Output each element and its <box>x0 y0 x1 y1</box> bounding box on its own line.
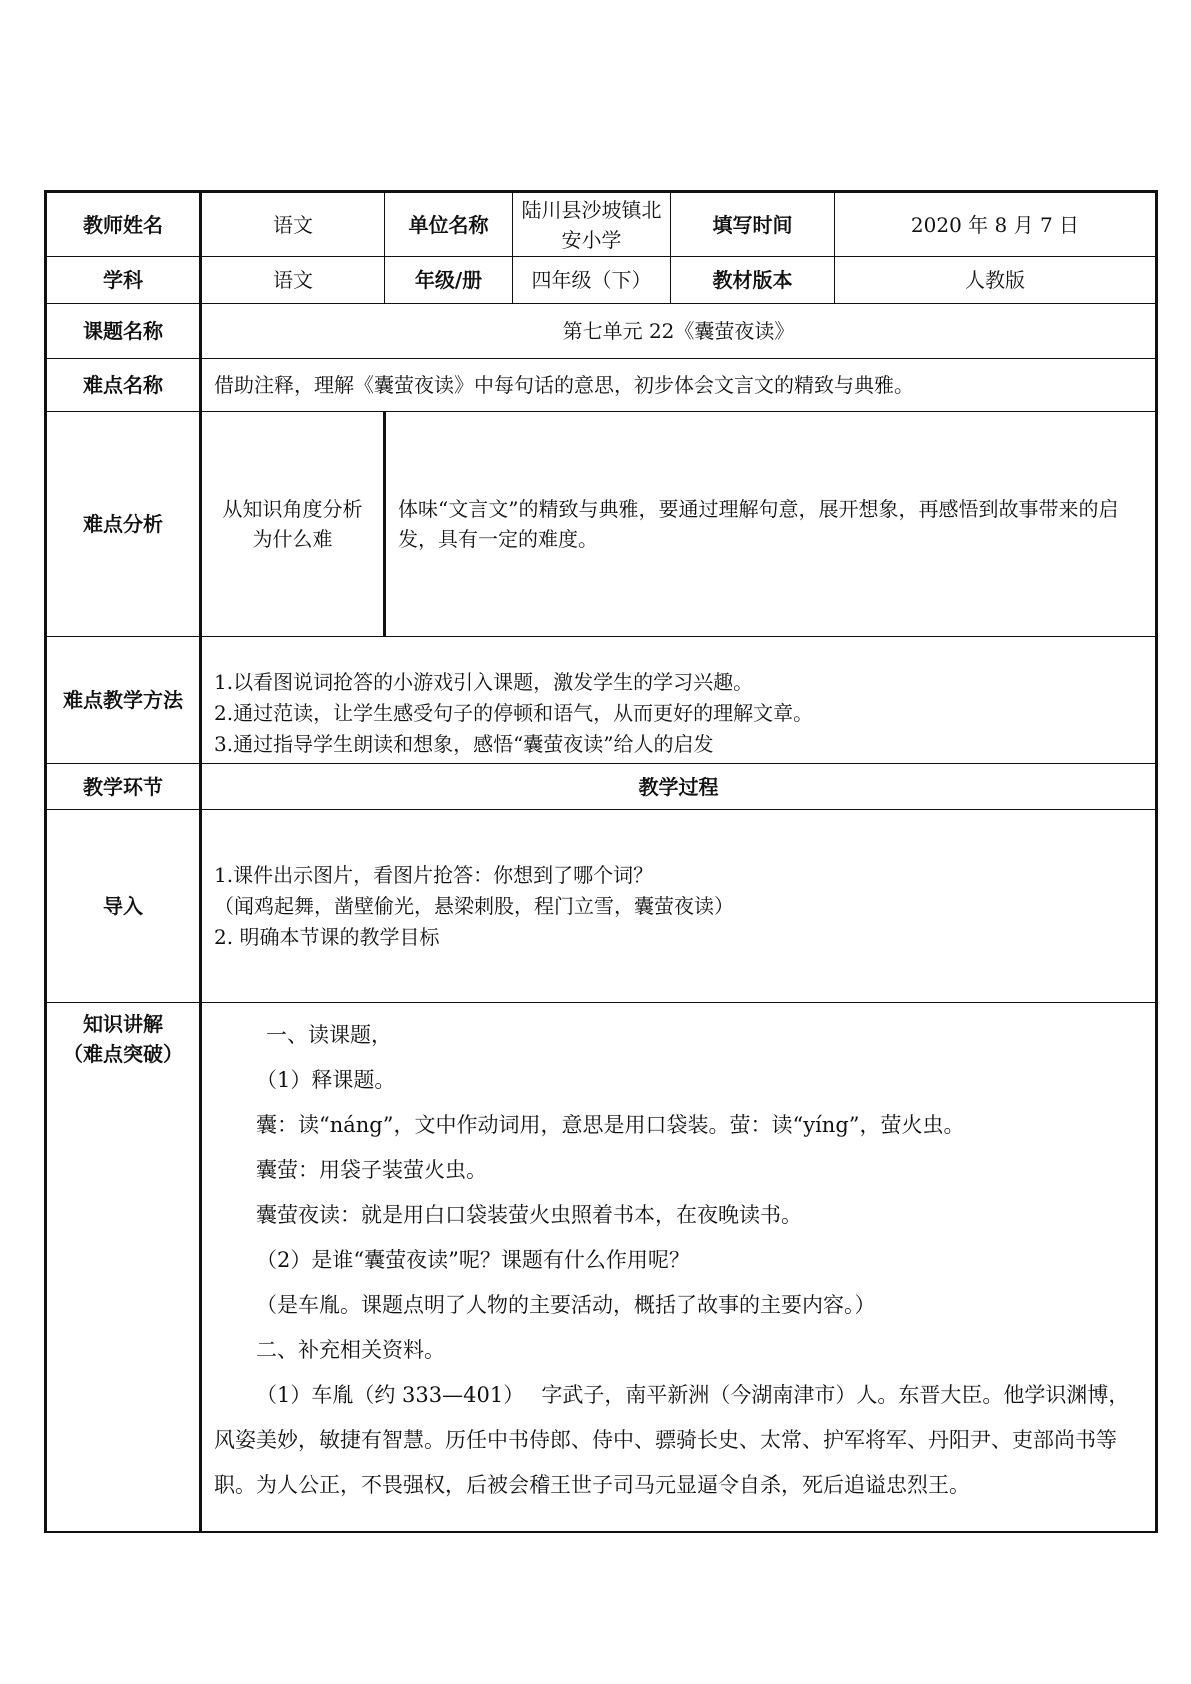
unit-value: 陆川县沙坡镇北安小学 <box>513 192 671 257</box>
date-value: 2020 年 8 月 7 日 <box>835 192 1157 257</box>
topic-value: 第七单元 22《囊萤夜读》 <box>201 304 1157 359</box>
difficulty-row <box>46 359 1157 412</box>
methods-row <box>46 637 1157 764</box>
intro-line: （闻鸡起舞，凿壁偷光，悬梁刺股，程门立雪，囊萤夜读） <box>214 893 734 918</box>
subject-label: 学科 <box>46 257 201 304</box>
header-row <box>46 192 1157 257</box>
process-header-row <box>46 764 1157 810</box>
intro-row <box>46 810 1157 1003</box>
knowledge-line: 囊萤夜读：就是用白口袋装萤火虫照着书本，在夜晚读书。 <box>256 1203 802 1227</box>
intro-label: 导入 <box>46 810 201 1003</box>
intro-content <box>201 810 1157 1003</box>
analysis-row <box>46 412 1157 637</box>
knowledge-label-line1: 知识讲解 <box>83 1012 163 1036</box>
date-label: 填写时间 <box>671 192 835 257</box>
intro-line: 2. 明确本节课的教学目标 <box>214 924 440 949</box>
edition-label: 教材版本 <box>671 257 835 304</box>
grade-label: 年级/册 <box>385 257 513 304</box>
grade-value: 四年级（下） <box>513 257 671 304</box>
knowledge-label-line2: （难点突破） <box>63 1042 183 1066</box>
method-item: 3.通过指导学生朗读和想象，感悟“囊萤夜读”给人的启发 <box>214 732 714 756</box>
subject-value: 语文 <box>201 257 385 304</box>
knowledge-line: 一、读课题， <box>266 1023 392 1047</box>
knowledge-line: （1）释课题。 <box>256 1068 396 1092</box>
teacher-label: 教师姓名 <box>46 192 201 257</box>
methods-list <box>201 637 1157 764</box>
subject-row <box>46 257 1157 304</box>
method-item: 1.以看图说词抢答的小游戏引入课题，激发学生的学习兴趣。 <box>214 670 754 694</box>
process-stage-label: 教学环节 <box>46 764 201 810</box>
difficulty-label: 难点名称 <box>46 359 201 412</box>
difficulty-value: 借助注释，理解《囊萤夜读》中每句话的意思，初步体会文言文的精致与典雅。 <box>201 359 1157 412</box>
methods-label: 难点教学方法 <box>46 637 201 764</box>
analysis-label: 难点分析 <box>46 412 201 637</box>
knowledge-line: （是车胤。课题点明了人物的主要活动，概括了故事的主要内容。） <box>256 1293 876 1317</box>
knowledge-row <box>46 1003 1157 1532</box>
topic-label: 课题名称 <box>46 304 201 359</box>
teacher-value: 语文 <box>201 192 385 257</box>
method-item: 2.通过范读，让学生感受句子的停顿和语气，从而更好的理解文章。 <box>214 701 814 725</box>
lesson-plan-table <box>44 190 1158 1533</box>
knowledge-paragraph: （1）车胤（约 333—401） 字武子，南平新洲（今湖南津市）人。东晋大臣。他学识渊博，风姿美妙，敏捷有智慧。历任中书侍郎、侍中、骠骑长史、太常、护军将军、丹阳尹、吏部尚书等职。为人公正，不畏强权，后被会稽王世子司马元显逼令自杀，死后追谥忠烈王。 <box>214 1383 1130 1497</box>
knowledge-line: 二、补充相关资料。 <box>256 1338 445 1362</box>
process-label: 教学过程 <box>201 764 1157 810</box>
knowledge-line: （2）是谁“囊萤夜读”呢？课题有什么作用呢？ <box>256 1248 690 1272</box>
edition-value: 人教版 <box>835 257 1157 304</box>
unit-label: 单位名称 <box>385 192 513 257</box>
knowledge-line: 囊：读“náng”，文中作动词用，意思是用口袋装。萤：读“yíng”，萤火虫。 <box>256 1113 965 1137</box>
analysis-text: 体味“文言文”的精致与典雅，要通过理解句意，展开想象，再感悟到故事带来的启发，具有一定的难度。 <box>385 412 1157 637</box>
knowledge-label <box>46 1003 201 1532</box>
analysis-sub-label: 从知识角度分析为什么难 <box>201 412 385 637</box>
knowledge-content <box>201 1003 1157 1532</box>
intro-line: 1.课件出示图片，看图片抢答：你想到了哪个词？ <box>214 862 654 887</box>
knowledge-line: 囊萤：用袋子装萤火虫。 <box>256 1158 487 1182</box>
topic-row <box>46 304 1157 359</box>
